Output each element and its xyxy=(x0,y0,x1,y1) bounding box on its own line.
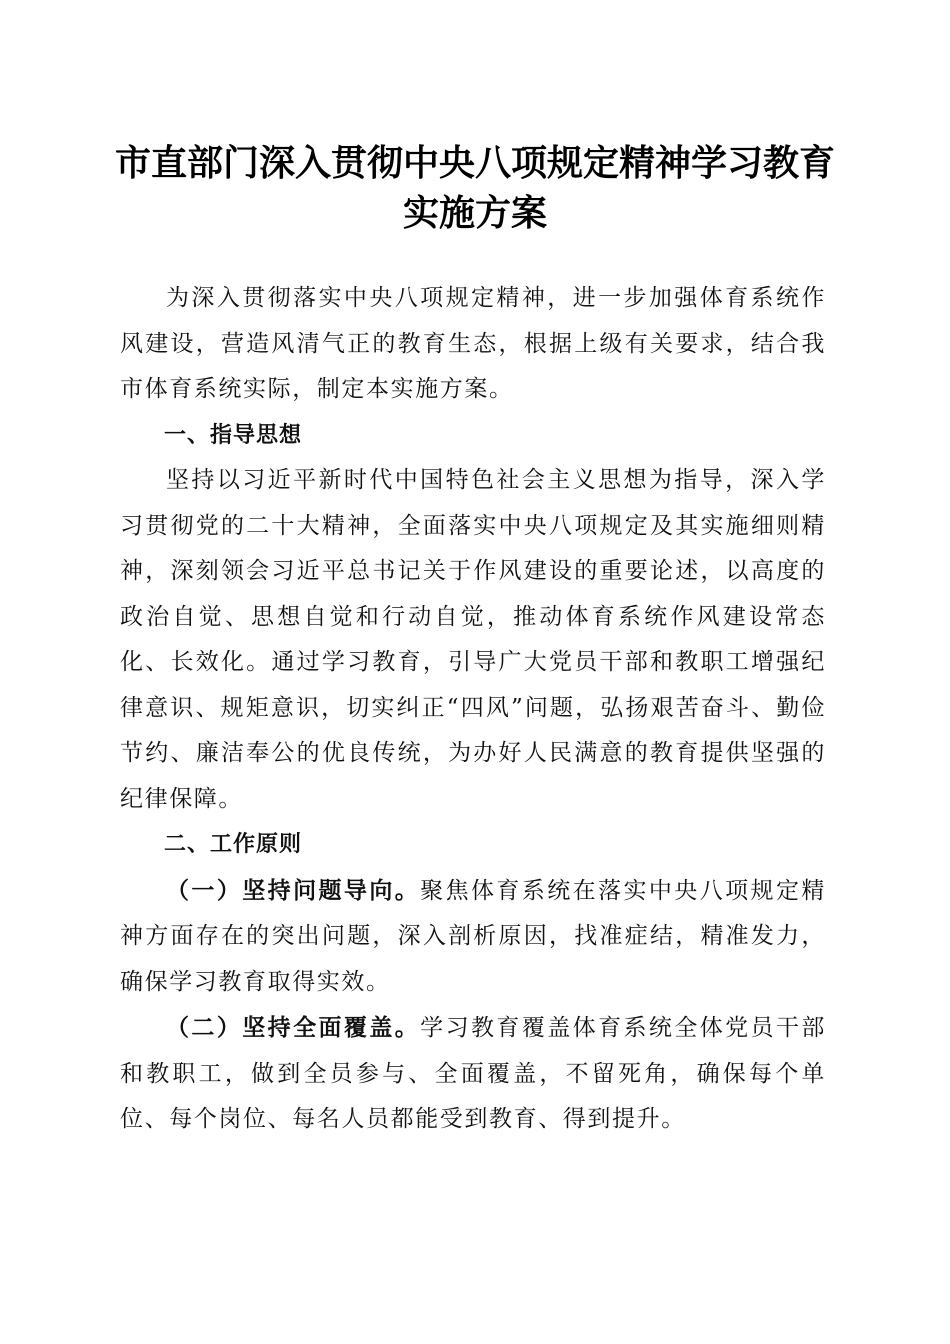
title-line-1: 市直部门深入贯彻中央八项规定精神学习教育 xyxy=(114,142,835,184)
principle-1-lead: （一）坚持问题导向。 xyxy=(166,876,421,904)
principle-1-text: 聚焦体育系统在落实中央八项规定精神方面存在的突出问题，深入剖析原因，找准症结，精准发力，确保学习教育取得实效。 xyxy=(120,877,826,995)
section-heading-work-principles: 二、工作原则 xyxy=(164,832,303,857)
principle-2-text: 学习教育覆盖体育系统全体党员干部和教职工，做到全员参与、全面覆盖，不留死角，确保每个单位、每个岗位、每名人员都能受到教育、得到提升。 xyxy=(120,1015,826,1132)
guiding-ideology-paragraph: 坚持以习近平新时代中国特色社会主义思想为指导，深入学习贯彻党的二十大精神，全面落实中央八项规定及其实施细则精神，深刻领会习近平总书记关于作风建设的重要论述，以高度的政治自觉、思想自觉和行动自觉，推动体育系统作风建设常态化、长效化。通过学习教育，引导广大党员干部和教职工增强纪律意识、规矩意识，切实纠正“四风”问题，弘扬艰苦奋斗、勤俭节约、廉洁奉公的优良传统，为办好人民满意的教育提供坚强的纪律保障。 xyxy=(120,467,826,812)
section-heading-guiding-ideology: 一、指导思想 xyxy=(164,422,303,448)
document-title xyxy=(100,138,850,238)
principle-2-lead: （二）坚持全面覆盖。 xyxy=(166,1014,421,1041)
document-body xyxy=(120,276,826,1143)
intro-paragraph: 为深入贯彻落实中央八项规定精神，进一步加强体育系统作风建设，营造风清气正的教育生态，根据上级有关要求，结合我市体育系统实际，制定本实施方案。 xyxy=(120,285,826,402)
principle-paragraph-2 xyxy=(120,1005,826,1143)
title-line-2: 实施方案 xyxy=(402,192,547,234)
principle-paragraph-1 xyxy=(120,868,826,1006)
